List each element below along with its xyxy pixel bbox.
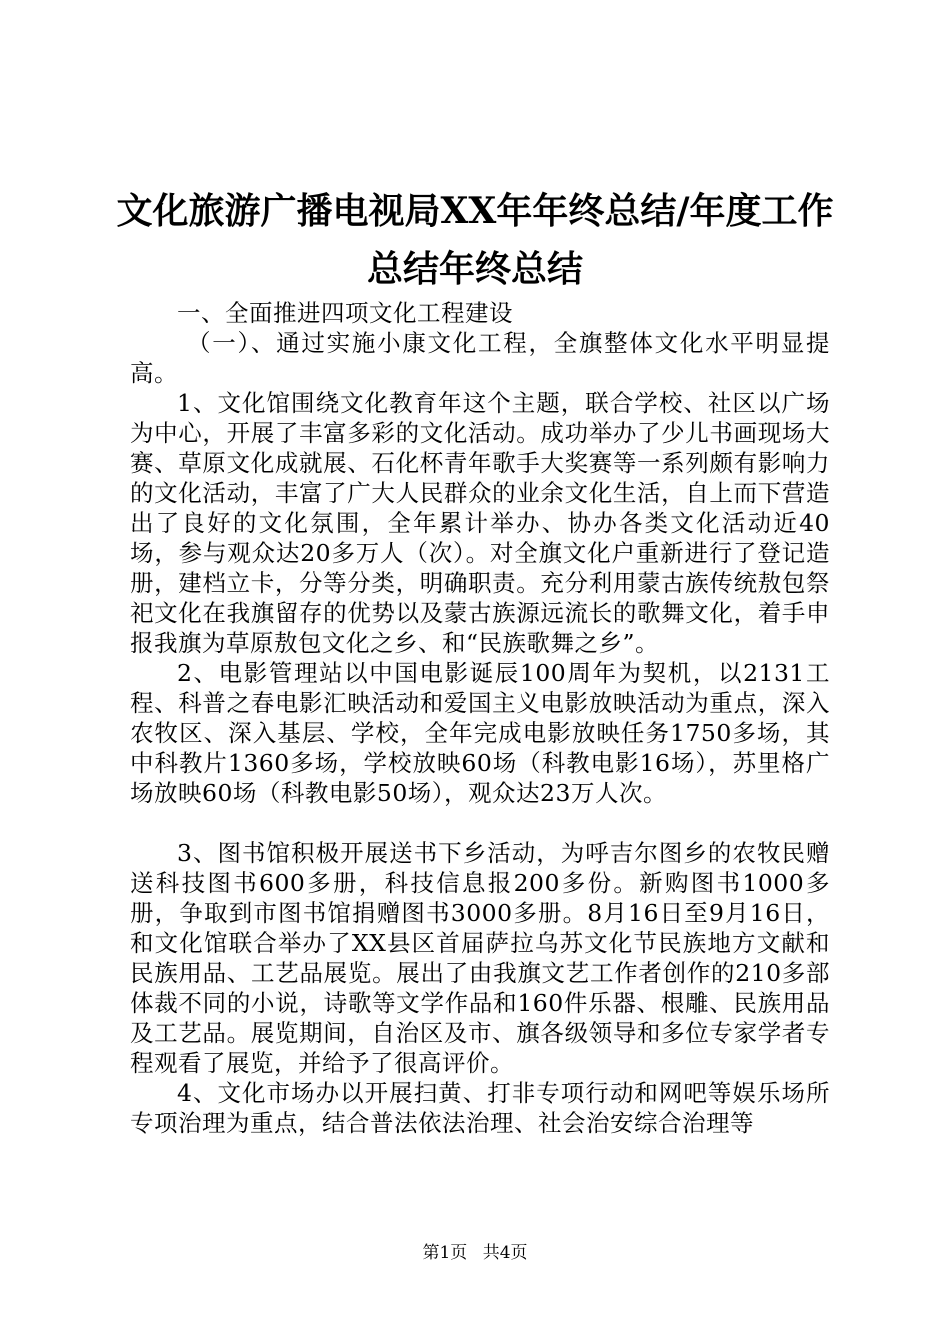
body-paragraph-3: 3、图书馆积极开展送书下乡活动，为呼吉尔图乡的农牧民赠送科技图书600多册，科技信息报200多份。新购图书1000多册，争取到市图书馆捐赠图书3000多册。8月16日至9月16日，和文化馆联合举办了XX县区首届萨拉乌苏文化节民族地方文献和民族用品、工艺品展览。展出了由我旗文艺工作者创作的210多部体裁不同的小说，诗歌等文学作品和160件乐器、根雕、民族用品及工艺品。展览期间，自治区及市、旗各级领导和多位专家学者专程观看了展览，并给予了很高评价。 <box>130 839 830 1077</box>
body-paragraph-2: 2、电影管理站以中国电影诞辰100周年为契机，以2131工程、科普之春电影汇映活动和爱国主义电影放映活动为重点，深入农牧区、深入基层、学校，全年完成电影放映任务1750多场，其中科教片1360多场，学校放映60场（科教电影16场），苏里格广场放映60场（科教电影50场），观众达23万人次。 <box>130 659 830 807</box>
paragraph-spacer <box>130 808 830 838</box>
section-heading: 一、全面推进四项文化工程建设 <box>177 299 513 327</box>
document-title: 文化旅游广播电视局XX年年终总结/年度工作总结年终总结 <box>116 190 834 290</box>
page-total: 共4页 <box>482 1243 528 1263</box>
body-paragraph-1: 1、文化馆围绕文化教育年这个主题，联合学校、社区以广场为中心，开展了丰富多彩的文化活动。成功举办了少儿书画现场大赛、草原文化成就展、石化杯青年歌手大奖赛等一系列颇有影响力的文化活动，丰富了广大人民群众的业余文化生活，自上而下营造出了良好的文化氛围，全年累计举办、协办各类文化活动近40场，参与观众达20多万人（次）。对全旗文化户重新进行了登记造册，建档立卡，分等分类，明确职责。充分利用蒙古族传统敖包祭祀文化在我旗留存的优势以及蒙古族源远流长的歌舞文化，着手申报我旗为草原敖包文化之乡、和“民族歌舞之乡”。 <box>130 389 830 657</box>
document-body <box>130 298 830 1138</box>
page-number: 第1页 <box>422 1243 468 1263</box>
page-footer <box>0 1241 950 1265</box>
subsection-heading: （一）、通过实施小康文化工程，全旗整体文化水平明显提高。 <box>130 329 830 387</box>
body-paragraph-4: 4、文化市场办以开展扫黄、打非专项行动和网吧等娱乐场所专项治理为重点，结合普法依法治理、社会治安综合治理等 <box>130 1079 830 1137</box>
